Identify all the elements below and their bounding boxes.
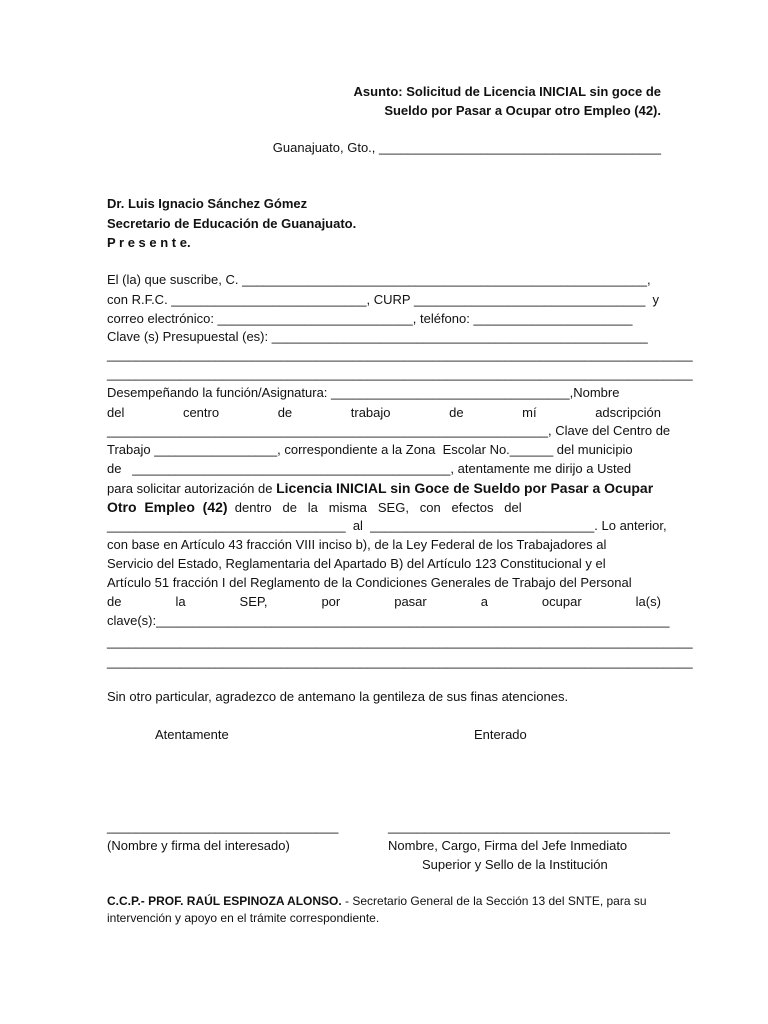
body-line-13 [107, 498, 522, 517]
signature-right-title: Enterado [474, 727, 527, 742]
place-date-line: Guanajuato, Gto., _______________________________________ [272, 140, 661, 155]
signature-left-caption: (Nombre y firma del interesado) [107, 838, 290, 853]
body-line-7: Desempeñando la función/Asignatura: _________________________________,Nombre [107, 385, 620, 400]
ccp-text: - Secretario General de la Sección 13 del SNTE, para su [341, 894, 647, 908]
body-line-4: Clave (s) Presupuestal (es): ____________________________________________________ [107, 329, 648, 344]
word: pasar [394, 594, 427, 609]
word: por [321, 594, 341, 609]
body-line-20: _________________________________________________________________________________ [107, 634, 693, 649]
body-line-9: _____________________________________________________________, Clave del Centro de [107, 423, 671, 438]
word: centro [182, 405, 220, 420]
signature-left-title: Atentamente [155, 727, 229, 742]
body-line-19: clave(s):_______________________________________________________________________ [107, 613, 670, 628]
body-line-10: Trabajo _________________, correspondiente a la Zona Escolar No.______ del municipio [107, 442, 633, 457]
body-line-18 [107, 593, 661, 611]
word: de [107, 594, 122, 609]
body-line-14: _________________________________ al _______________________________. Lo anterior, [107, 518, 667, 533]
subject-line-2: Sueldo por Pasar a Ocupar otro Empleo (42). [384, 103, 661, 118]
word: de [449, 405, 464, 420]
word: mí [522, 405, 537, 420]
word: SEP, [239, 594, 268, 609]
word: de [277, 405, 293, 420]
addressee-name: Dr. Luis Ignacio Sánchez Gómez [107, 196, 308, 211]
body-line-17: Artículo 51 fracción I del Reglamento de la Condiciones Generales de Trabajo del Personal [107, 575, 632, 590]
word: adscripción [595, 405, 661, 420]
ccp-line-2: intervención y apoyo en el trámite correspondiente. [107, 911, 380, 925]
body-line-8 [107, 404, 661, 422]
signature-right-caption-2: Superior y Sello de la Institución [422, 857, 608, 872]
closing-thanks: Sin otro particular, agradezco de antemano la gentileza de sus finas atenciones. [107, 689, 569, 704]
body-line-15: con base en Artículo 43 fracción VIII inciso b), de la Ley Federal de los Trabajadores al [107, 537, 607, 552]
body-line-16: Servicio del Estado, Reglamentaria del Apartado B) del Artículo 123 Constitucional y el [107, 556, 606, 571]
license-type-highlight-2: Otro Empleo (42) [107, 499, 228, 515]
word: ocupar [541, 594, 582, 609]
body-line-1: El (la) que suscribe, C. ________________________________________________________, [107, 272, 651, 287]
body-line-3: correo electrónico: ___________________________, teléfono: ______________________ [107, 311, 633, 326]
body-line-12 [107, 479, 653, 498]
license-type-highlight: Licencia INICIAL sin Goce de Sueldo por Pasar a Ocupar [276, 480, 654, 496]
addressee-title: Secretario de Educación de Guanajuato. [107, 216, 357, 231]
signature-right-caption-1: Nombre, Cargo, Firma del Jefe Inmediato [388, 838, 628, 853]
word: la [175, 594, 186, 609]
body-line-2: con R.F.C. ___________________________, CURP ________________________________ y [107, 292, 660, 307]
word: del [107, 405, 125, 420]
word: la(s) [635, 594, 661, 609]
subject-line-1: Asunto: Solicitud de Licencia INICIAL sin goce de [353, 84, 661, 99]
body-line-5: _________________________________________________________________________________ [107, 347, 693, 362]
body-line-12-text: para solicitar autorización de [107, 481, 277, 496]
body-line-13-text: dentro de la misma SEG, con efectos del [227, 500, 522, 515]
body-line-6: _________________________________________________________________________________ [107, 366, 693, 381]
presente: P r e s e n t e. [107, 235, 191, 250]
body-line-21: _________________________________________________________________________________ [107, 654, 693, 669]
ccp-line-1 [107, 893, 647, 910]
ccp-recipient: C.C.P.- PROF. RAÚL ESPINOZA ALONSO. [107, 894, 342, 908]
signature-right-line: _______________________________________ [388, 819, 670, 834]
word: trabajo [350, 405, 391, 420]
word: a [480, 594, 488, 609]
signature-left-line: ________________________________ [107, 819, 339, 834]
body-line-11: de ____________________________________________, atentamente me dirijo a Usted [107, 461, 632, 476]
